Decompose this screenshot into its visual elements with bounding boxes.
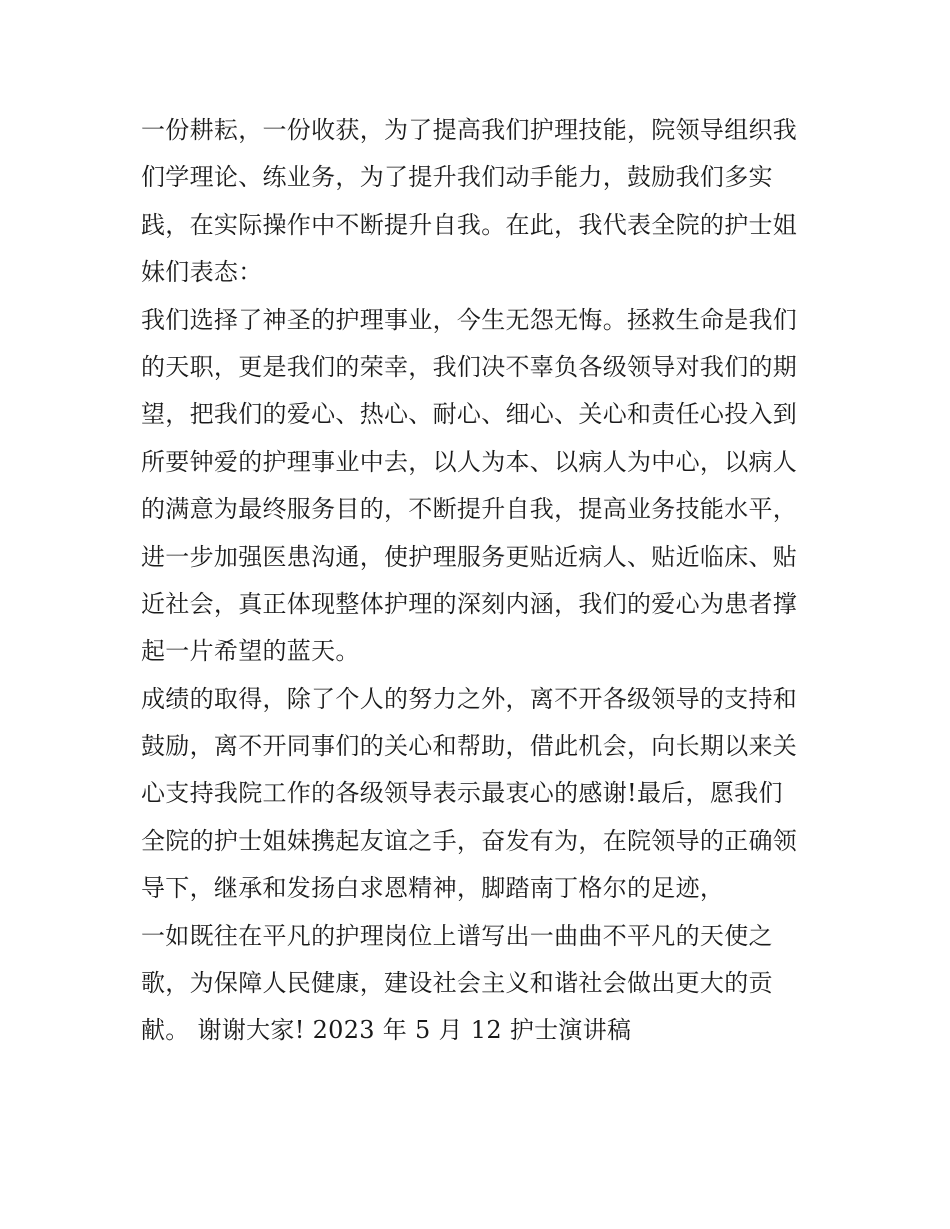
text-line: 鼓励，离不开同事们的关心和帮助，借此机会，向长期以来关 (141, 732, 798, 761)
text-line: 进一步加强医患沟通，使护理服务更贴近病人、贴近临床、贴 (141, 542, 798, 571)
text-line: 妹们表态： (141, 258, 263, 287)
text-line: 导下，继承和发扬白求恩精神，脚踏南丁格尔的足迹， (141, 874, 725, 903)
text-line: 成绩的取得，除了个人的努力之外，离不开各级领导的支持和 (141, 684, 798, 713)
text-line: 全院的护士姐妹携起友谊之手，奋发有为，在院领导的正确领 (141, 826, 798, 855)
text-line: 我们选择了神圣的护理事业，今生无怨无悔。拯救生命是我们 (141, 305, 798, 334)
text-line: 望，把我们的爱心、热心、耐心、细心、关心和责任心投入到 (141, 400, 798, 429)
text-line: 所要钟爱的护理事业中去，以人为本、以病人为中心，以病人 (141, 447, 798, 476)
text-line: 近社会，真正体现整体护理的深刻内涵，我们的爱心为患者撑 (141, 589, 798, 618)
text-line: 一如既往在平凡的护理岗位上谱写出一曲曲不平凡的天使之 (141, 921, 773, 950)
text-line: 献。 谢谢大家! 2023 年 5 月 12 护士演讲稿 (141, 1016, 632, 1045)
text-line: 起一片希望的蓝天。 (141, 637, 360, 666)
speech-text (141, 107, 821, 1055)
text-line: 的天职，更是我们的荣幸，我们决不辜负各级领导对我们的期 (141, 352, 798, 381)
text-line: 的满意为最终服务目的，不断提升自我，提高业务技能水平， (141, 495, 798, 524)
text-line: 心支持我院工作的各级领导表示最衷心的感谢!最后，愿我们 (141, 779, 783, 808)
text-line: 歌，为保障人民健康，建设社会主义和谐社会做出更大的贡 (141, 969, 773, 998)
text-line: 们学理论、练业务，为了提升我们动手能力，鼓励我们多实 (141, 163, 773, 192)
text-line: 一份耕耘，一份收获，为了提高我们护理技能，院领导组织我 (141, 116, 798, 144)
text-line: 践，在实际操作中不断提升自我。在此，我代表全院的护士姐 (141, 210, 798, 239)
